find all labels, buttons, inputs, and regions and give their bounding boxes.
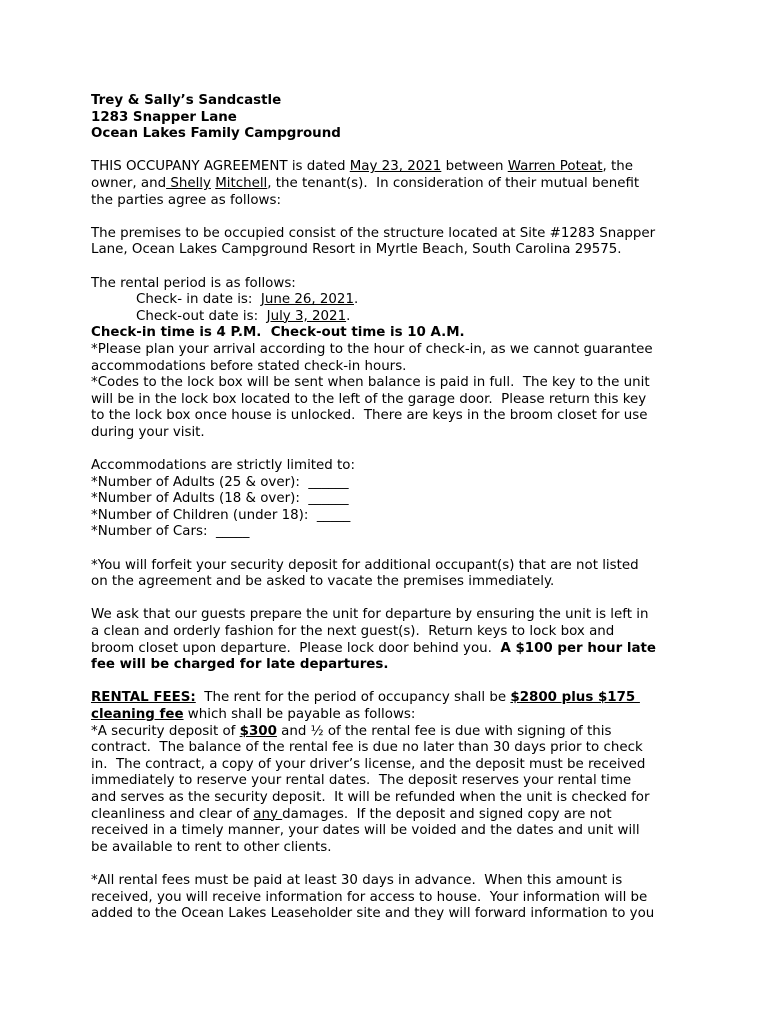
- departure-line-4: fee will be charged for late departures.: [91, 657, 389, 673]
- rental-fee-amount: $2800 plus $175: [510, 690, 640, 706]
- cleaning-fee-label: cleaning fee: [91, 706, 184, 722]
- departure-line-1: We ask that our guests prepare the unit for departure by ensuring the unit is left in: [91, 607, 649, 623]
- arrival-note-1: *Please plan your arrival according to the hour of check-in, as we cannot guarantee: [91, 341, 653, 357]
- rental-fees-line-2: cleaning fee which shall be payable as follows:: [91, 706, 416, 722]
- forfeit-note-2: on the agreement and be asked to vacate the premises immediately.: [91, 574, 555, 590]
- checkin-checkout-times: Check-in time is 4 P.M. Check-out time is 10 A.M.: [91, 325, 465, 341]
- adults-18-over-field: *Number of Adults (18 & over): ______: [91, 491, 349, 507]
- arrival-note-2: accommodations before stated check-in hours.: [91, 358, 407, 374]
- lockbox-note-2: will be in the lock box located to the left of the garage door. Please return this key: [91, 391, 647, 407]
- agreement-date: May 23, 2021: [349, 159, 442, 175]
- owner-name: Warren Poteat: [507, 159, 603, 175]
- agreement-body: [91, 93, 691, 923]
- children-field: *Number of Children (under 18): _____: [91, 507, 351, 523]
- intro-line-3: the parties agree as follows:: [91, 192, 281, 208]
- lockbox-note-3: to the lock box once house is unlocked. There are keys in the broom closet for use: [91, 408, 648, 424]
- adults-25-over-field: *Number of Adults (25 & over): ______: [91, 474, 349, 490]
- rental-fees-line-3: *A security deposit of $300 and ½ of the rental fee is due with signing of this: [91, 723, 612, 739]
- rental-fees-line-9: received in a timely manner, your dates will be voided and the dates and unit will: [91, 823, 640, 839]
- rental-fees-heading: RENTAL FEES:: [91, 690, 196, 706]
- rental-fees-line-7: and serves as the security deposit. It will be refunded when the unit is checked for: [91, 789, 650, 805]
- payment-line-3: added to the Ocean Lakes Leaseholder site and they will forward information to you: [91, 906, 655, 922]
- rental-fees-line-10: be available to rent to other clients.: [91, 839, 332, 855]
- rental-fees-line-1: RENTAL FEES: The rent for the period of occupancy shall be $2800 plus $175: [91, 690, 640, 706]
- premises-line-2: Lane, Ocean Lakes Campground Resort in Myrtle Beach, South Carolina 29575.: [91, 242, 622, 258]
- tenant-first-name: Shelly: [166, 175, 211, 191]
- rental-fees-line-8: cleanliness and clear of any damages. If the deposit and signed copy are not: [91, 806, 612, 822]
- rental-fees-line-6: immediately to reserve your rental dates. The deposit reserves your rental time: [91, 773, 632, 789]
- late-fee-notice: A $100 per hour late: [500, 640, 656, 656]
- rental-fees-line-4: contract. The balance of the rental fee is due no later than 30 days prior to check: [91, 740, 643, 756]
- rental-fees-line-5: in. The contract, a copy of your driver’s license, and the deposit must be received: [91, 756, 646, 772]
- campground-name: Ocean Lakes Family Campground: [91, 126, 341, 142]
- rental-period-heading: The rental period is as follows:: [91, 275, 296, 291]
- tenant-last-name: Mitchell: [215, 175, 268, 191]
- checkin-date: June 26, 2021: [260, 292, 354, 308]
- checkin-date-line: Check- in date is: June 26, 2021.: [136, 292, 359, 308]
- property-address: 1283 Snapper Lane: [91, 109, 237, 125]
- checkout-date-line: Check-out date is: July 3, 2021.: [136, 308, 351, 324]
- departure-line-3: broom closet upon departure. Please lock door behind you. A $100 per hour late: [91, 640, 656, 656]
- cars-field: *Number of Cars: _____: [91, 524, 250, 540]
- intro-line-2: owner, and Shelly Mitchell, the tenant(s). In consideration of their mutual benefit: [91, 175, 640, 191]
- accommodations-heading: Accommodations are strictly limited to:: [91, 458, 355, 474]
- departure-line-2: a clean and orderly fashion for the next guest(s). Return keys to lock box and: [91, 624, 615, 639]
- lockbox-note-4: during your visit.: [91, 424, 205, 440]
- forfeit-note-1: *You will forfeit your security deposit for additional occupant(s) that are not listed: [91, 557, 639, 573]
- security-deposit-amount: $300: [239, 723, 277, 739]
- checkout-date: July 3, 2021: [266, 308, 347, 324]
- lockbox-note-1: *Codes to the lock box will be sent when balance is paid in full. The key to the unit: [91, 375, 650, 391]
- property-name: Trey & Sally’s Sandcastle: [91, 93, 282, 108]
- intro-line-1: THIS OCCUPANY AGREEMENT is dated May 23, 2021 between Warren Poteat, the: [91, 159, 634, 175]
- payment-line-2: received, you will receive information for access to house. Your information will be: [91, 889, 648, 905]
- premises-line-1: The premises to be occupied consist of the structure located at Site #1283 Snapper: [91, 225, 656, 241]
- payment-line-1: *All rental fees must be paid at least 30 days in advance. When this amount is: [91, 872, 623, 888]
